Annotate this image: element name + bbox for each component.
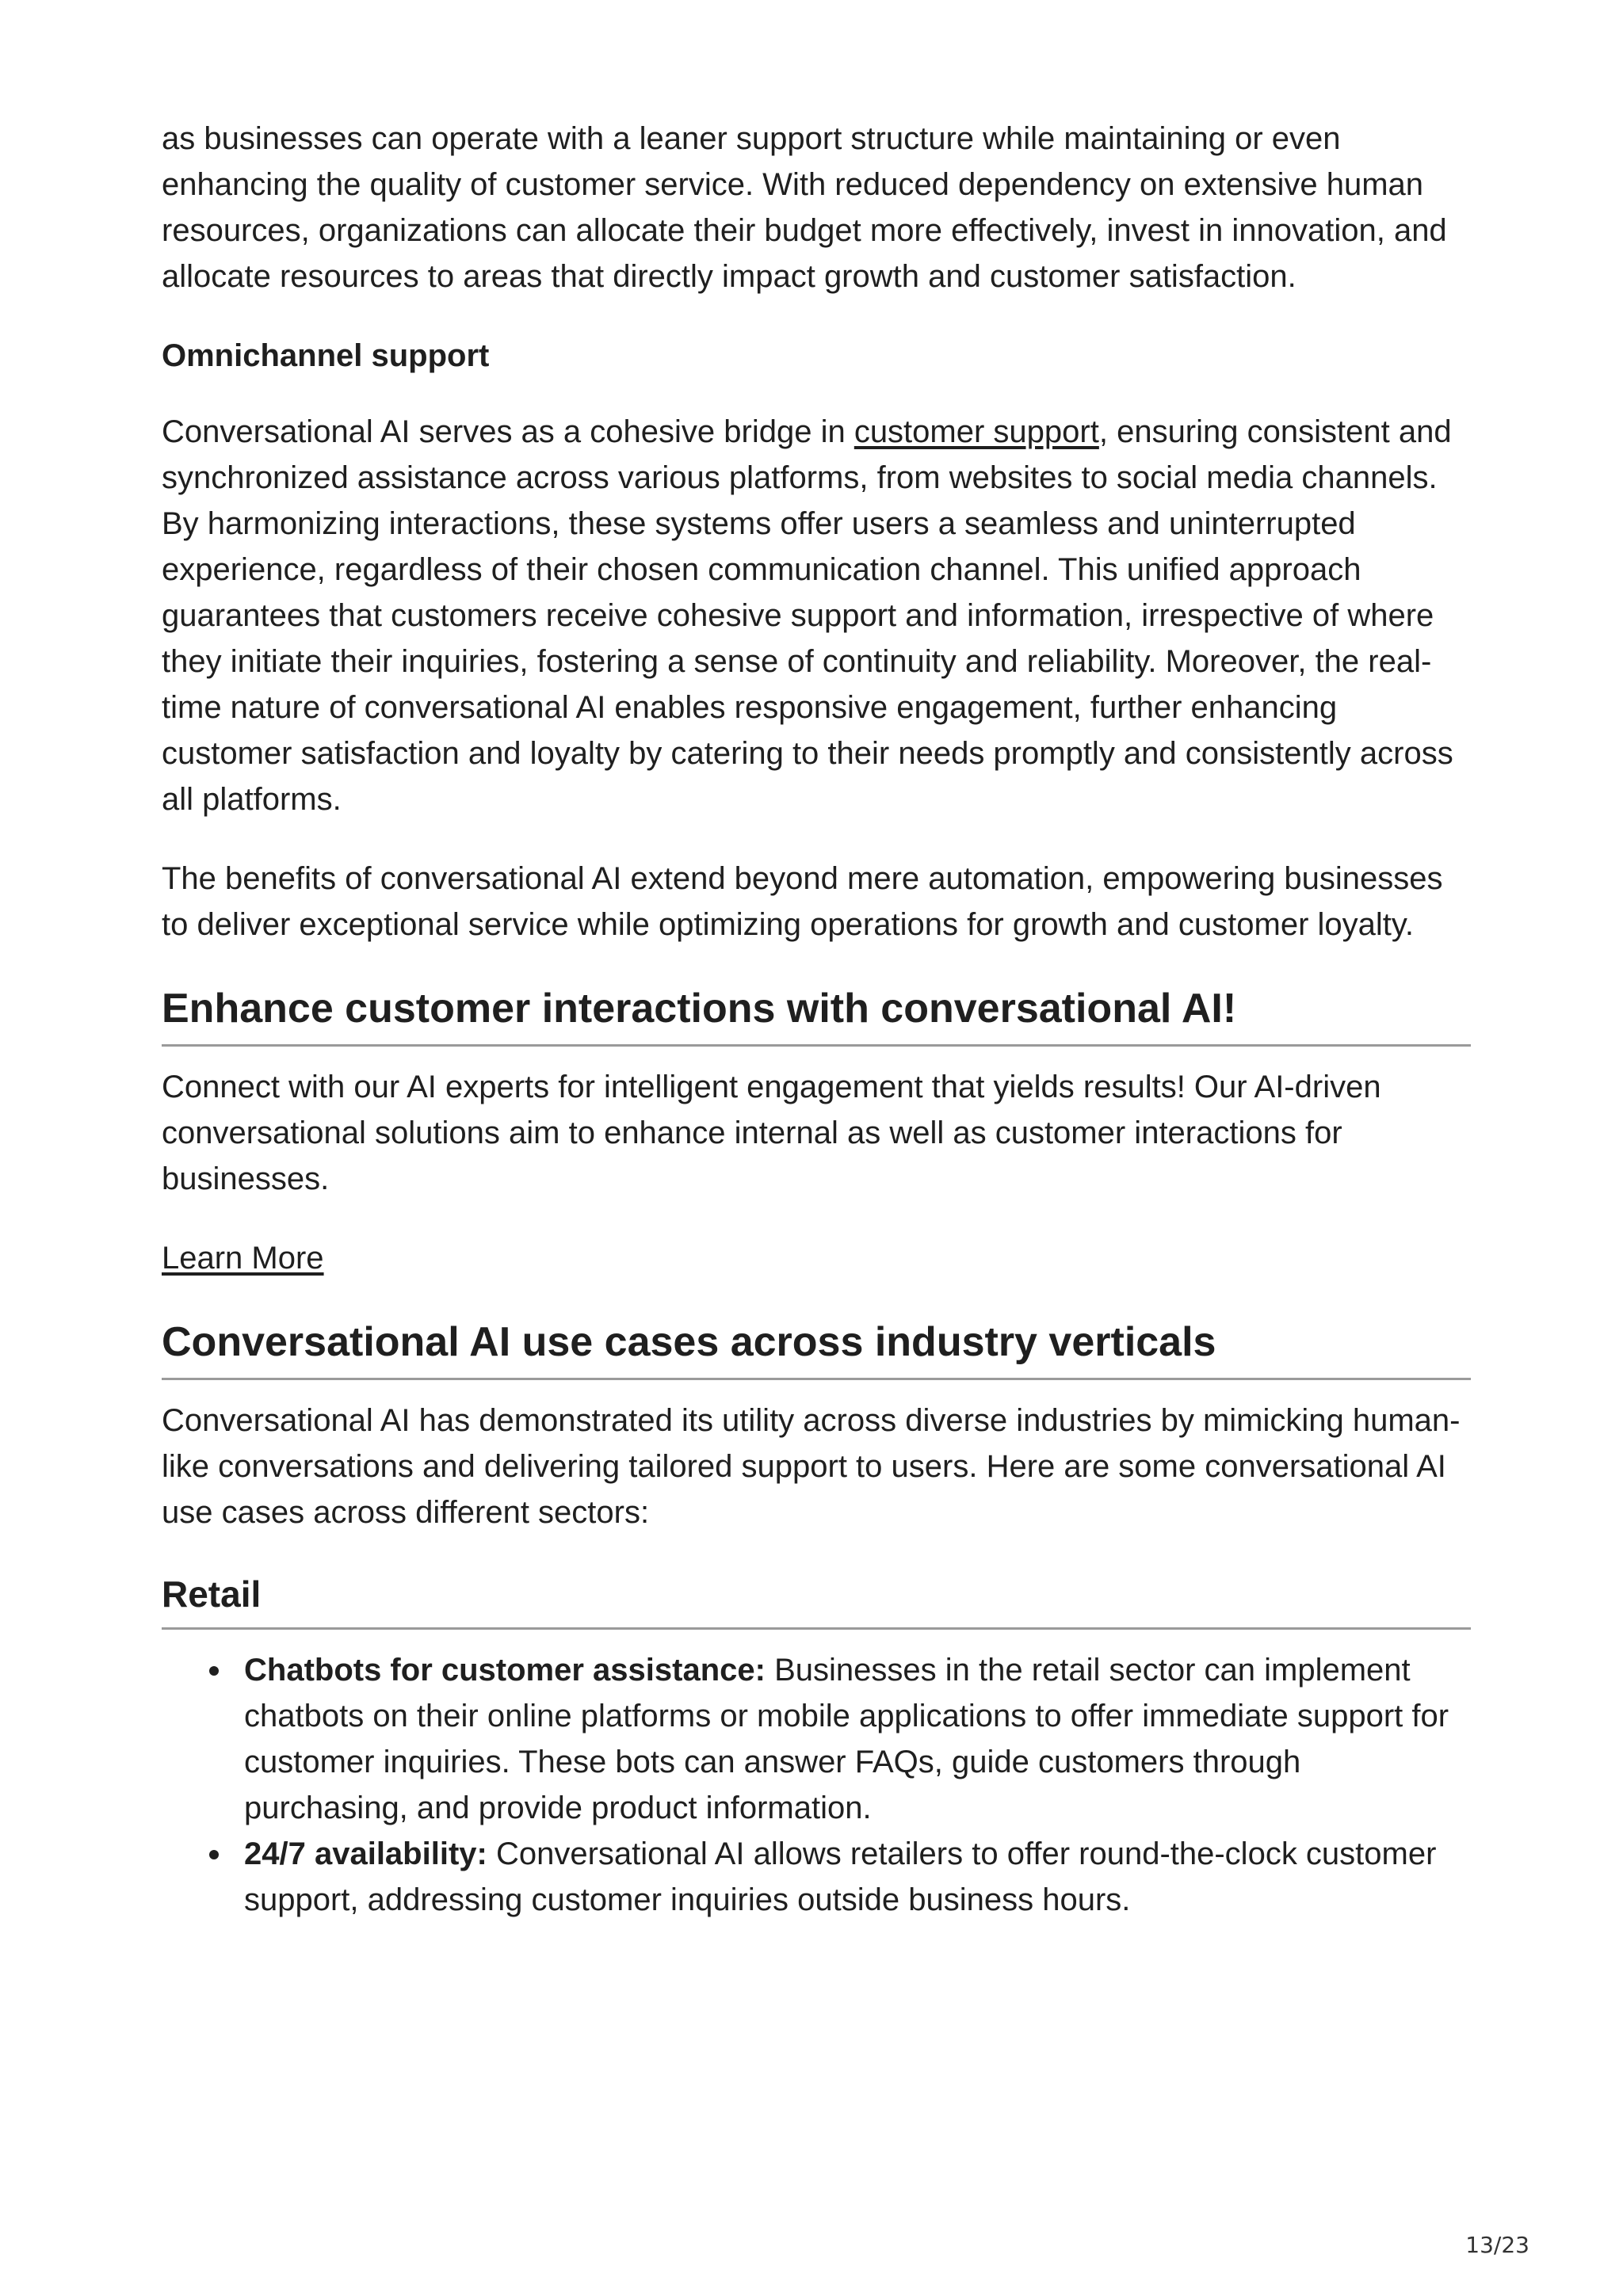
omnichannel-text-after-link: , ensuring consistent and synchronized assistance across various platforms, from websites to social media channels. By harmonizing interactions, these systems offer users a seamless and uninterrupted experience, regardless of their chosen communication channel. This unified approach guarantees that customers receive cohesive support and information, irrespective of where they initiate their inquiries, fostering a sense of continuity and reliability. Moreover, the real-time nature of conversational AI enables responsive engagement, further enhancing customer satisfaction and loyalty by catering to their needs promptly and consistently across all platforms. xyxy=(162,414,1453,817)
list-item xyxy=(244,1831,1471,1923)
benefits-summary: The benefits of conversational AI extend beyond mere automation, empowering businesses to deliver exceptional service while optimizing operations for growth and customer loyalty. xyxy=(162,861,1443,942)
cta-heading: Enhance customer interactions with conversational AI! xyxy=(162,981,1471,1047)
omnichannel-text-before-link: Conversational AI serves as a cohesive bridge in xyxy=(162,414,854,449)
list-item-title: 24/7 availability: xyxy=(244,1836,487,1871)
retail-heading: Retail xyxy=(162,1569,1471,1630)
bullet-dot-icon xyxy=(209,1850,219,1859)
customer-support-link[interactable]: customer support xyxy=(854,414,1099,449)
omnichannel-heading: Omnichannel support xyxy=(162,338,490,373)
list-item-text: Conversational AI allows retailers to offer round-the-clock customer support, addressing customer inquiries outside business hours. xyxy=(244,1836,1437,1917)
list-item-text: Businesses in the retail sector can implement chatbots on their online platforms or mobile applications to offer immediate support for customer inquiries. These bots can answer FAQs, guide customers through purchasing, and provide product information. xyxy=(244,1653,1449,1825)
list-item-title: Chatbots for customer assistance: xyxy=(244,1653,766,1688)
article-page xyxy=(162,116,1471,1923)
page-number: 13/23 xyxy=(1465,2232,1529,2258)
intro-paragraph: as businesses can operate with a leaner support structure while maintaining or even enhancing the quality of customer service. With reduced dependency on extensive human resources, organizations can allocate their budget more effectively, invest in innovation, and allocate resources to areas that directly impact growth and customer satisfaction. xyxy=(162,121,1447,294)
use-cases-heading: Conversational AI use cases across industry verticals xyxy=(162,1314,1471,1380)
use-cases-body: Conversational AI has demonstrated its utility across diverse industries by mimicking human-like conversations and delivering tailored support to users. Here are some conversational AI use cases across different sectors: xyxy=(162,1403,1461,1530)
learn-more-paragraph xyxy=(162,1235,1471,1281)
bullet-dot-icon xyxy=(209,1666,219,1676)
retail-list xyxy=(162,1647,1471,1923)
cta-body: Connect with our AI experts for intelligent engagement that yields results! Our AI-driven conversational solutions aim to enhance internal as well as customer interactions for businesses. xyxy=(162,1070,1381,1196)
learn-more-link[interactable]: Learn More xyxy=(162,1241,324,1276)
list-item xyxy=(244,1647,1471,1831)
omnichannel-paragraph xyxy=(162,409,1471,822)
